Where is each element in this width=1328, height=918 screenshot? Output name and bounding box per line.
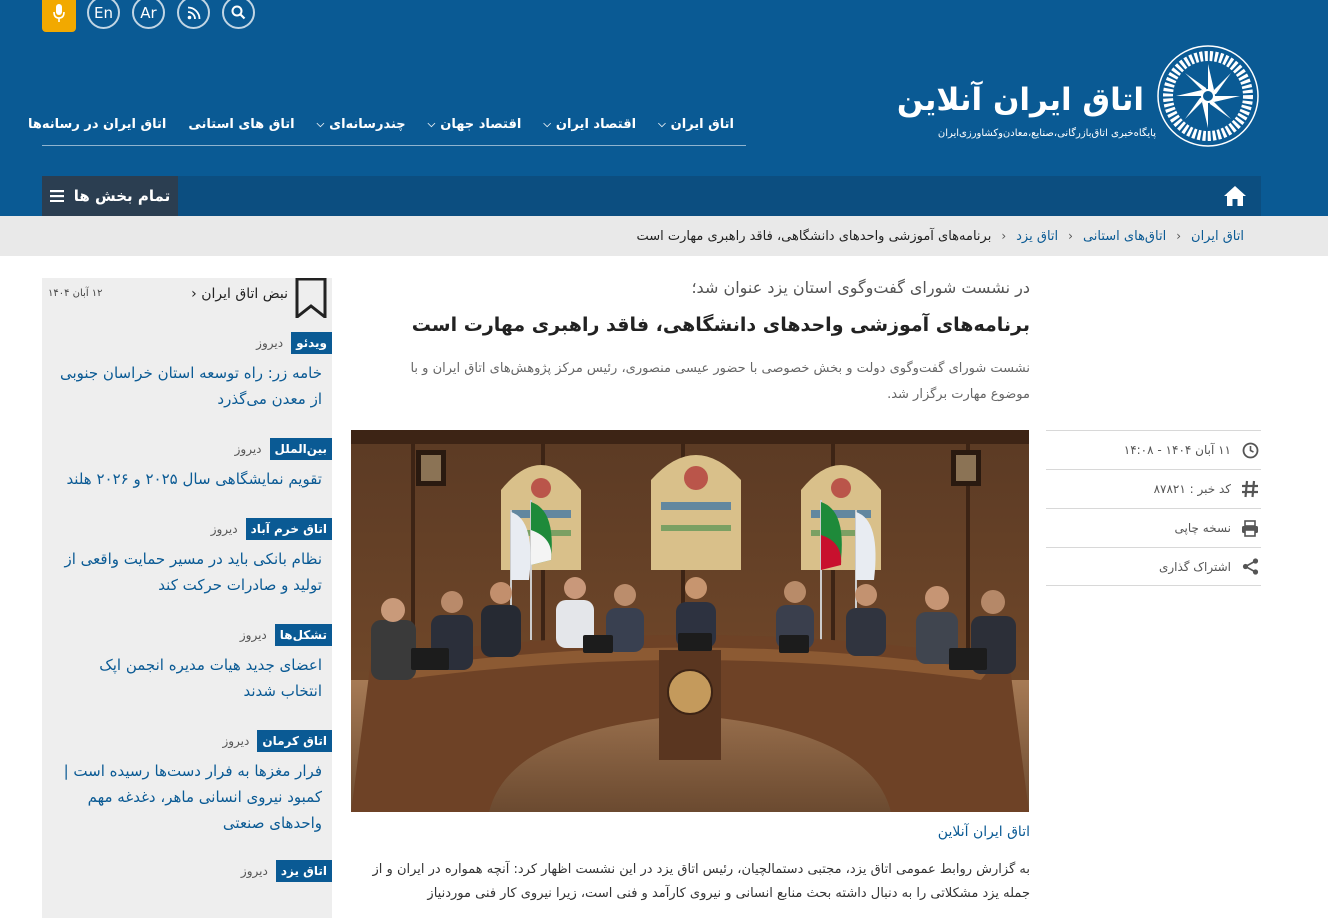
lang-en-label: En: [94, 3, 113, 22]
voice-button[interactable]: [42, 0, 76, 32]
print-label: نسخه چاپی: [1174, 521, 1231, 535]
category-badge[interactable]: تشکل‌ها: [275, 624, 332, 646]
category-badge[interactable]: ویدئو: [291, 332, 332, 354]
chevron-down-icon: ⌵: [543, 119, 551, 130]
sidebar-title-link[interactable]: نبض اتاق ایران ‹: [191, 286, 288, 302]
news-code-text: کد خبر : ۸۷۸۲۱: [1153, 482, 1231, 496]
microphone-icon: [52, 3, 66, 23]
category-badge[interactable]: اتاق یزد: [276, 860, 332, 882]
chevron-left-icon: ‹: [1001, 229, 1007, 243]
news-headline-link[interactable]: نظام بانکی باید در مسیر حمایت واقعی از تولید و صادرات حرکت کند: [64, 550, 322, 594]
bookmark-icon: [294, 278, 328, 318]
all-sections-label: تمام بخش ها: [73, 187, 171, 205]
news-code: [1046, 469, 1261, 508]
breadcrumb: [636, 216, 1244, 256]
nav-item-iran-economy[interactable]: [543, 117, 636, 132]
nav-item-multimedia[interactable]: [317, 117, 406, 132]
share-icon: [1241, 558, 1259, 576]
news-headline-link[interactable]: خامه زر: راه توسعه استان خراسان جنوبی از معدن می‌گذرد: [59, 364, 322, 408]
news-headline-link[interactable]: اعضای جدید هیات مدیره انجمن اپک انتخاب شدند: [99, 656, 322, 700]
item-time: دیروز: [256, 336, 284, 350]
nav-item-iran-chamber[interactable]: [658, 117, 734, 132]
site-logo[interactable]: [896, 44, 1260, 156]
article-summary: نشست شورای گفت‌وگوی دولت و بخش خصوصی با حضور عیسی منصوری، رئیس مرکز پژوهش‌های اتاق ایران و با موضوع مهارت برگزار شد.: [410, 361, 1030, 402]
lang-en-button[interactable]: [87, 0, 120, 29]
print-icon: [1241, 519, 1259, 537]
main-navigation: [28, 104, 746, 146]
breadcrumb-link[interactable]: اتاق یزد: [1016, 228, 1059, 244]
breadcrumb-link[interactable]: اتاق ایران: [1191, 228, 1244, 244]
logo-emblem-icon: [1156, 44, 1260, 148]
rss-button[interactable]: [177, 0, 210, 29]
article-title: برنامه‌های آموزشی واحدهای دانشگاهی، فاقد راهبری مهارت است: [411, 314, 1030, 336]
section-menubar: [42, 176, 1261, 216]
chevron-down-icon: ⌵: [316, 119, 325, 130]
item-time: دیروز: [222, 734, 250, 748]
nav-label: اتاق های استانی: [188, 117, 295, 132]
item-time: دیروز: [239, 628, 267, 642]
hashtag-icon: [1241, 480, 1259, 498]
lang-ar-label: Ar: [140, 3, 157, 22]
nav-item-in-media[interactable]: [28, 117, 166, 132]
all-sections-button[interactable]: [42, 176, 178, 216]
search-icon: [231, 5, 246, 20]
item-time: دیروز: [240, 864, 268, 878]
sidebar-header: [42, 278, 332, 318]
news-headline-link[interactable]: تقویم نمایشگاهی سال ۲۰۲۵ و ۲۰۲۶ هلند: [66, 470, 322, 488]
category-badge[interactable]: بین‌الملل: [270, 438, 332, 460]
lang-ar-button[interactable]: [132, 0, 165, 29]
sidebar-date: ۱۲ آبان ۱۴۰۴: [48, 288, 103, 299]
news-pulse-sidebar: [42, 278, 332, 918]
breadcrumb-current: برنامه‌های آموزشی واحدهای دانشگاهی، فاقد راهبری مهارت است: [636, 228, 992, 244]
publish-date-text: ۱۱ آبان ۱۴۰۴ - ۱۴:۰۸: [1123, 443, 1231, 457]
logo-title: اتاق ایران آنلاین: [896, 82, 1144, 118]
article-body: به گزارش روابط عمومی اتاق یزد، مجتبی دستمالچیان، رئیس اتاق یزد در این نشست اظهار کرد: آنچه همواره در ایران و از جمله یزد مشکلاتی را به دنبال داشته بحث منابع انسانی و نیروی کارآمد و فنی است، زیرا نیروی کار فنی موردنیاز: [372, 862, 1030, 901]
chevron-down-icon: ⌵: [427, 119, 436, 130]
photo-caption: اتاق ایران آنلاین: [937, 824, 1030, 840]
nav-item-provincial[interactable]: [188, 117, 294, 132]
hamburger-icon: [50, 190, 64, 202]
chevron-left-icon: ‹: [1068, 229, 1073, 243]
news-headline-link[interactable]: فرار مغزها به فرار دست‌ها رسیده است | کمبود نیروی انسانی ماهر، دغدغه مهم واحدهای صنعتی: [63, 762, 322, 832]
chevron-left-icon: ‹: [1176, 229, 1182, 243]
article-lead: در نشست شورای گفت‌وگوی استان یزد عنوان شد؛: [691, 278, 1030, 297]
item-time: دیروز: [234, 442, 262, 456]
nav-label: اقتصاد ایران: [555, 117, 637, 132]
publish-date: [1046, 430, 1261, 469]
search-button[interactable]: [222, 0, 255, 29]
category-badge[interactable]: اتاق کرمان: [257, 730, 332, 752]
chevron-down-icon: ⌵: [658, 119, 666, 130]
nav-item-world-economy[interactable]: [428, 117, 522, 132]
nav-label: اتاق ایران در رسانه‌ها: [28, 117, 167, 132]
clock-icon: [1241, 441, 1259, 459]
share-button[interactable]: [1046, 547, 1261, 586]
category-badge[interactable]: اتاق خرم آباد: [246, 518, 332, 540]
sidebar-title: نبض اتاق ایران: [201, 286, 288, 302]
logo-subtitle: پایگاه‌خبری اتاق‌بازرگانی،صنایع،معادن‌وکشاورزی‌ایران: [937, 128, 1156, 139]
item-time: دیروز: [210, 522, 238, 536]
share-label: اشتراک گذاری: [1158, 559, 1231, 574]
nav-label: چندرسانه‌ای: [329, 117, 406, 132]
rss-icon: [187, 6, 201, 20]
nav-label: اقتصاد جهان: [440, 117, 522, 132]
breadcrumb-link[interactable]: اتاق‌های استانی: [1082, 228, 1167, 244]
nav-label: اتاق ایران: [670, 117, 734, 132]
home-icon[interactable]: [1223, 184, 1247, 208]
print-button[interactable]: [1046, 508, 1261, 547]
article-photo[interactable]: [351, 430, 1029, 812]
breadcrumb-bar: [0, 216, 1328, 256]
